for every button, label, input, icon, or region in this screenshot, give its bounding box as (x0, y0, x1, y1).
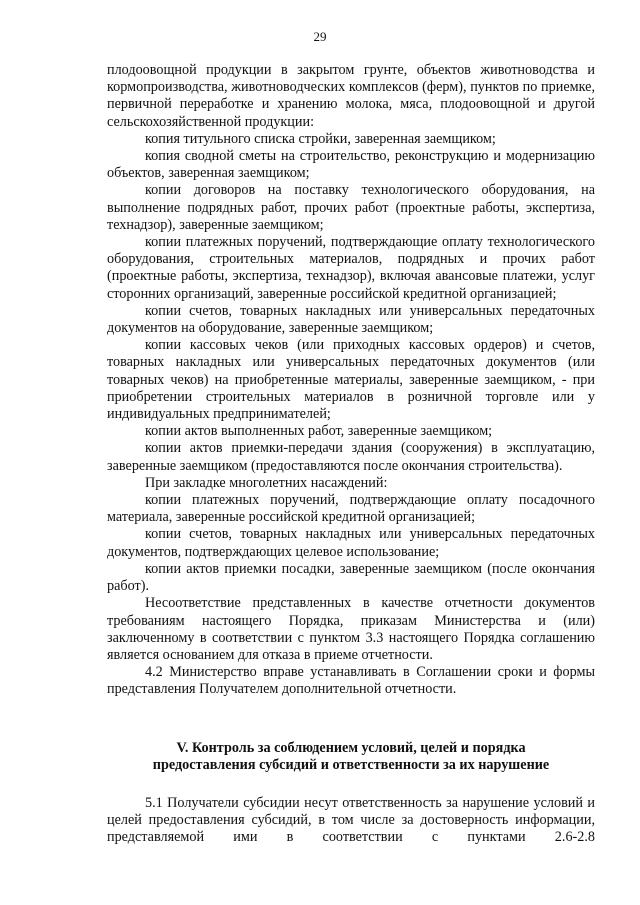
paragraph: 4.2 Министерство вправе устанавливать в Соглашении сроки и формы представления Получателем дополнительной отчетности. (107, 664, 595, 698)
paragraph: копия сводной сметы на строительство, реконструкцию и модернизацию объектов, заверенная заемщиком; (107, 148, 595, 182)
paragraph: Несоответствие представленных в качестве отчетности документов требованиям настоящего Порядка, приказам Министерства и (или) заключенному в соответствии с пунктом 3.3 настоящего Порядка соглашению является основанием для отказа в приеме отчетности. (107, 595, 595, 663)
section-body (107, 795, 595, 847)
paragraph: копии кассовых чеков (или приходных кассовых ордеров) и счетов, товарных накладных или универсальных передаточных документов (или товарных чеков) на приобретенные материалы, заверенные заемщиком, - при приобретении строительных материалов в розничной торговле или у индивидуальных предпринимателей; (107, 337, 595, 423)
paragraph: копии актов приемки-передачи здания (сооружения) в эксплуатацию, заверенные заемщиком (предоставляются после окончания строительства). (107, 440, 595, 474)
paragraph: копии счетов, товарных накладных или универсальных передаточных документов на оборудование, заверенные заемщиком; (107, 302, 595, 337)
paragraph: копии актов приемки посадки, заверенные заемщиком (после окончания работ). (107, 560, 595, 595)
section-heading-line: предоставления субсидий и ответственности за их нарушение (152, 757, 550, 774)
paragraph: копии платежных поручений, подтверждающие оплату посадочного материала, заверенные российской кредитной организацией; (107, 492, 595, 526)
paragraph: 5.1 Получатели субсидии несут ответственность за нарушение условий и целей предоставления субсидий, в том числе за достоверность информации, представляемой ими в соответствии с пунктами 2.6-2.8 (107, 795, 595, 846)
paragraph: копия титульного списка стройки, заверенная заемщиком; (145, 130, 496, 147)
paragraph: При закладке многолетних насаждений: (145, 474, 388, 491)
paragraph: копии счетов, товарных накладных или универсальных передаточных документов, подтверждающих целевое использование; (107, 526, 595, 560)
paragraph: плодоовощной продукции в закрытом грунте, объектов животноводства и кормопроизводства, животноводческих комплексов (ферм), пунктов по приемке, первичной переработке и хранению молока, мяса, плодоовощной и другой сельскохозяйственной продукции: (107, 62, 595, 130)
section-heading-line: V. Контроль за соблюдением условий, целей и порядка (176, 740, 526, 756)
paragraph: копии платежных поручений, подтверждающие оплату технологического оборудования, строительных материалов, подрядных и прочих работ (проектные работы, экспертиза, технадзор), включая авансовые платежи, услуг сторонних организаций, заверенные российской кредитной организацией; (107, 234, 595, 302)
paragraph: копии договоров на поставку технологического оборудования, на выполнение подрядных работ, прочих работ (проектные работы, экспертиза, технадзор), заверенные заемщиком; (107, 182, 595, 233)
body-text (107, 62, 595, 699)
page-number: 29 (313, 29, 327, 44)
paragraph: копии актов выполненных работ, заверенные заемщиком; (145, 423, 493, 440)
section-heading (107, 740, 595, 774)
